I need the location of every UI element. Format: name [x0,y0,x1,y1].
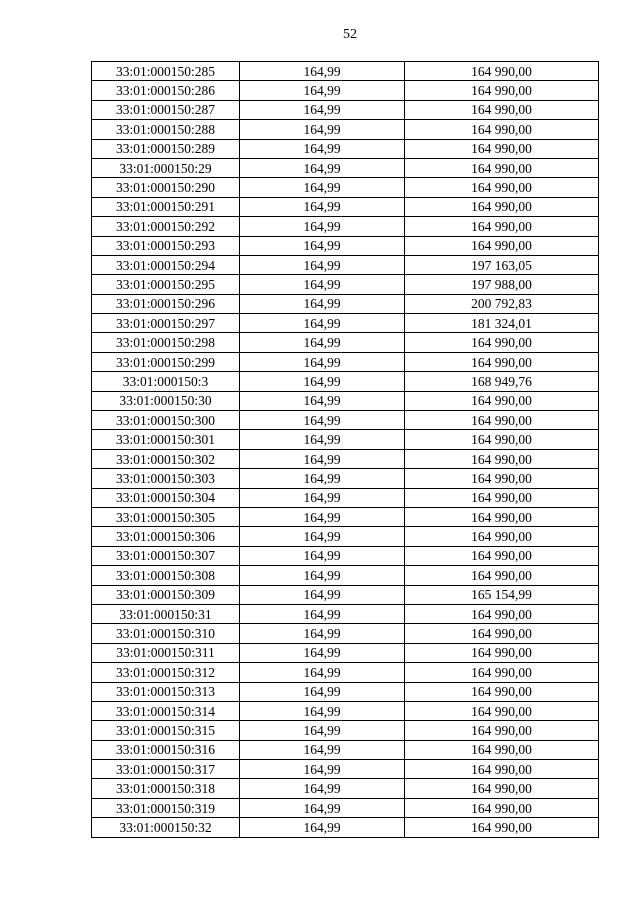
value-cell: 164 990,00 [405,488,599,507]
value-cell: 164 990,00 [405,604,599,623]
cadastral-number-cell: 33:01:000150:319 [92,798,240,817]
area-cell: 164,99 [240,507,405,526]
value-cell: 164 990,00 [405,333,599,352]
cadastral-number-cell: 33:01:000150:293 [92,236,240,255]
table-row [92,663,599,682]
area-cell: 164,99 [240,217,405,236]
cadastral-number-cell: 33:01:000150:306 [92,527,240,546]
value-cell: 164 990,00 [405,818,599,837]
cadastral-number-cell: 33:01:000150:309 [92,585,240,604]
value-cell: 164 990,00 [405,624,599,643]
table-row [92,333,599,352]
area-cell: 164,99 [240,663,405,682]
area-cell: 164,99 [240,624,405,643]
area-cell: 164,99 [240,449,405,468]
value-cell: 164 990,00 [405,217,599,236]
area-cell: 164,99 [240,81,405,100]
value-cell: 164 990,00 [405,197,599,216]
value-cell: 200 792,83 [405,294,599,313]
table-row [92,721,599,740]
area-cell: 164,99 [240,760,405,779]
area-cell: 164,99 [240,682,405,701]
value-cell: 164 990,00 [405,663,599,682]
area-cell: 164,99 [240,818,405,837]
table-row [92,139,599,158]
area-cell: 164,99 [240,391,405,410]
cadastral-number-cell: 33:01:000150:296 [92,294,240,313]
table-row [92,197,599,216]
cadastral-number-cell: 33:01:000150:291 [92,197,240,216]
value-cell: 164 990,00 [405,100,599,119]
data-table [91,61,599,838]
value-cell: 164 990,00 [405,236,599,255]
value-cell: 164 990,00 [405,721,599,740]
table-row [92,488,599,507]
cadastral-number-cell: 33:01:000150:300 [92,411,240,430]
area-cell: 164,99 [240,469,405,488]
value-cell: 164 990,00 [405,158,599,177]
table-row [92,430,599,449]
table-row [92,294,599,313]
area-cell: 164,99 [240,566,405,585]
area-cell: 164,99 [240,701,405,720]
page-number: 52 [343,27,357,42]
cadastral-number-cell: 33:01:000150:304 [92,488,240,507]
table-row [92,391,599,410]
value-cell: 164 990,00 [405,798,599,817]
value-cell: 164 990,00 [405,178,599,197]
area-cell: 164,99 [240,314,405,333]
cadastral-number-cell: 33:01:000150:315 [92,721,240,740]
area-cell: 164,99 [240,236,405,255]
cadastral-number-cell: 33:01:000150:285 [92,62,240,81]
table-row [92,352,599,371]
area-cell: 164,99 [240,430,405,449]
table-row [92,411,599,430]
table-body [92,62,599,838]
area-cell: 164,99 [240,372,405,391]
value-cell: 164 990,00 [405,411,599,430]
table-row [92,701,599,720]
area-cell: 164,99 [240,62,405,81]
value-cell: 164 990,00 [405,779,599,798]
value-cell: 164 990,00 [405,507,599,526]
cadastral-number-cell: 33:01:000150:312 [92,663,240,682]
cadastral-number-cell: 33:01:000150:317 [92,760,240,779]
area-cell: 164,99 [240,546,405,565]
value-cell: 164 990,00 [405,81,599,100]
value-cell: 164 990,00 [405,430,599,449]
area-cell: 164,99 [240,139,405,158]
cadastral-number-cell: 33:01:000150:288 [92,120,240,139]
table-row [92,236,599,255]
table-row [92,62,599,81]
table-row [92,469,599,488]
cadastral-number-cell: 33:01:000150:305 [92,507,240,526]
cadastral-number-cell: 33:01:000150:286 [92,81,240,100]
cadastral-number-cell: 33:01:000150:313 [92,682,240,701]
cadastral-number-cell: 33:01:000150:307 [92,546,240,565]
area-cell: 164,99 [240,100,405,119]
cadastral-number-cell: 33:01:000150:32 [92,818,240,837]
area-cell: 164,99 [240,604,405,623]
value-cell: 164 990,00 [405,566,599,585]
value-cell: 164 990,00 [405,469,599,488]
table-row [92,178,599,197]
table-row [92,100,599,119]
value-cell: 181 324,01 [405,314,599,333]
area-cell: 164,99 [240,411,405,430]
value-cell: 164 990,00 [405,701,599,720]
value-cell: 197 988,00 [405,275,599,294]
cadastral-number-cell: 33:01:000150:295 [92,275,240,294]
table-row [92,507,599,526]
table-row [92,585,599,604]
table-row [92,740,599,759]
area-cell: 164,99 [240,333,405,352]
cadastral-number-cell: 33:01:000150:31 [92,604,240,623]
area-cell: 164,99 [240,294,405,313]
cadastral-number-cell: 33:01:000150:310 [92,624,240,643]
area-cell: 164,99 [240,275,405,294]
area-cell: 164,99 [240,352,405,371]
cadastral-number-cell: 33:01:000150:298 [92,333,240,352]
cadastral-number-cell: 33:01:000150:287 [92,100,240,119]
area-cell: 164,99 [240,798,405,817]
cadastral-number-cell: 33:01:000150:29 [92,158,240,177]
value-cell: 164 990,00 [405,527,599,546]
cadastral-number-cell: 33:01:000150:302 [92,449,240,468]
table-row [92,449,599,468]
cadastral-number-cell: 33:01:000150:314 [92,701,240,720]
table-row [92,546,599,565]
table-row [92,779,599,798]
value-cell: 164 990,00 [405,760,599,779]
cadastral-number-cell: 33:01:000150:311 [92,643,240,662]
cadastral-number-cell: 33:01:000150:318 [92,779,240,798]
table-row [92,643,599,662]
table-row [92,682,599,701]
table-row [92,120,599,139]
cadastral-number-cell: 33:01:000150:316 [92,740,240,759]
table-row [92,275,599,294]
value-cell: 164 990,00 [405,120,599,139]
value-cell: 164 990,00 [405,740,599,759]
value-cell: 164 990,00 [405,391,599,410]
table-row [92,527,599,546]
cadastral-number-cell: 33:01:000150:292 [92,217,240,236]
cadastral-number-cell: 33:01:000150:30 [92,391,240,410]
value-cell: 165 154,99 [405,585,599,604]
table-row [92,158,599,177]
value-cell: 164 990,00 [405,449,599,468]
cadastral-number-cell: 33:01:000150:308 [92,566,240,585]
area-cell: 164,99 [240,120,405,139]
table-row [92,217,599,236]
table-row [92,760,599,779]
table-row [92,818,599,837]
area-cell: 164,99 [240,643,405,662]
table-row [92,372,599,391]
area-cell: 164,99 [240,158,405,177]
area-cell: 164,99 [240,255,405,274]
cadastral-number-cell: 33:01:000150:301 [92,430,240,449]
value-cell: 164 990,00 [405,682,599,701]
area-cell: 164,99 [240,488,405,507]
area-cell: 164,99 [240,527,405,546]
table-row [92,798,599,817]
cadastral-number-cell: 33:01:000150:294 [92,255,240,274]
value-cell: 164 990,00 [405,352,599,371]
cadastral-number-cell: 33:01:000150:3 [92,372,240,391]
table-row [92,81,599,100]
value-cell: 164 990,00 [405,139,599,158]
area-cell: 164,99 [240,197,405,216]
value-cell: 164 990,00 [405,546,599,565]
table-row [92,624,599,643]
cadastral-number-cell: 33:01:000150:297 [92,314,240,333]
area-cell: 164,99 [240,178,405,197]
cadastral-number-cell: 33:01:000150:290 [92,178,240,197]
value-cell: 164 990,00 [405,643,599,662]
area-cell: 164,99 [240,779,405,798]
table-row [92,255,599,274]
cadastral-number-cell: 33:01:000150:289 [92,139,240,158]
table-row [92,566,599,585]
value-cell: 168 949,76 [405,372,599,391]
cadastral-number-cell: 33:01:000150:299 [92,352,240,371]
area-cell: 164,99 [240,740,405,759]
cadastral-number-cell: 33:01:000150:303 [92,469,240,488]
area-cell: 164,99 [240,721,405,740]
value-cell: 164 990,00 [405,62,599,81]
value-cell: 197 163,05 [405,255,599,274]
table-row [92,314,599,333]
table-row [92,604,599,623]
area-cell: 164,99 [240,585,405,604]
